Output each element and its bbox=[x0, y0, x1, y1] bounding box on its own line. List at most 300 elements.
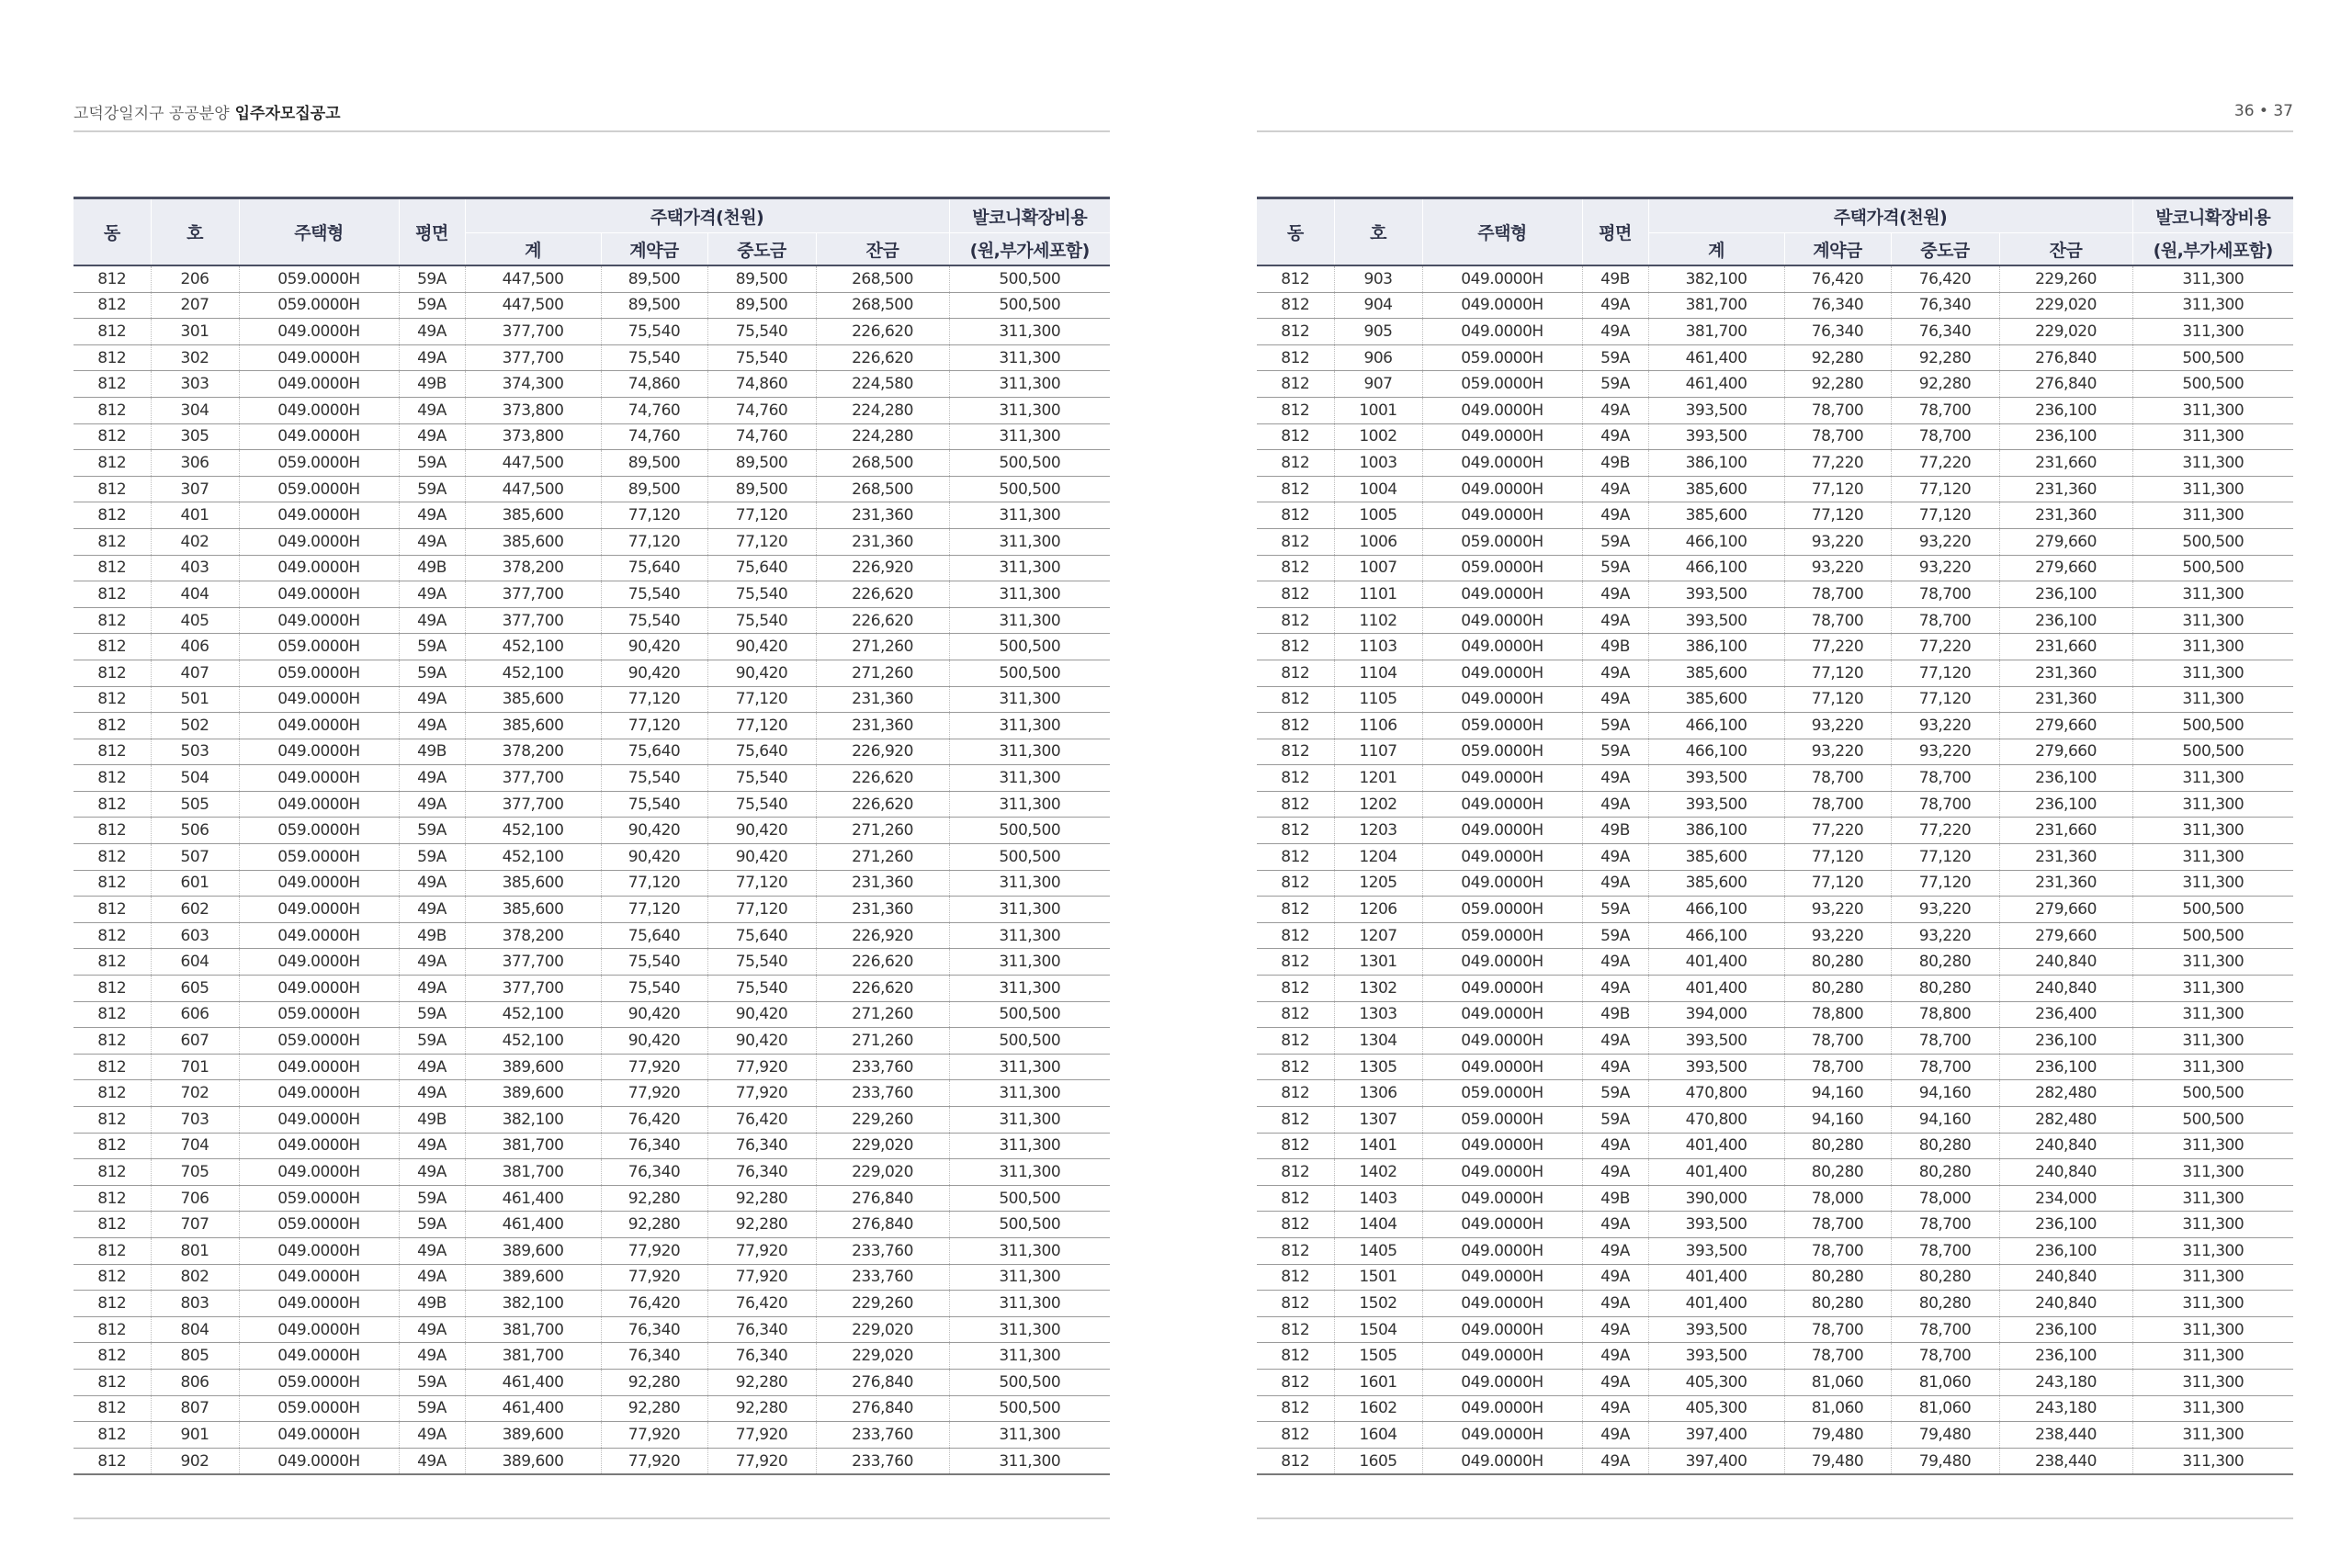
cell-total: 447,500 bbox=[465, 292, 601, 319]
cell-dong: 812 bbox=[74, 319, 151, 345]
cell-ho: 702 bbox=[151, 1080, 239, 1107]
cell-balance: 240,840 bbox=[1999, 949, 2132, 976]
cell-balcony: 311,300 bbox=[949, 528, 1110, 555]
cell-dong: 812 bbox=[74, 818, 151, 844]
cell-balcony: 311,300 bbox=[949, 713, 1110, 739]
cell-contract: 92,280 bbox=[1784, 344, 1891, 371]
cell-total: 389,600 bbox=[465, 1448, 601, 1474]
cell-total: 401,400 bbox=[1648, 1133, 1784, 1159]
cell-balcony: 311,300 bbox=[949, 1107, 1110, 1134]
cell-dong: 812 bbox=[74, 1343, 151, 1370]
cell-plan: 59A bbox=[399, 1028, 465, 1055]
cell-middle: 76,340 bbox=[1891, 292, 1999, 319]
cell-ho: 1604 bbox=[1334, 1422, 1422, 1449]
cell-plan: 49A bbox=[399, 1448, 465, 1474]
cell-balance: 240,840 bbox=[1999, 1159, 2132, 1186]
table-row bbox=[74, 344, 1110, 371]
cell-type: 049.0000H bbox=[1422, 1133, 1582, 1159]
cell-middle: 77,120 bbox=[1891, 686, 1999, 713]
cell-contract: 78,700 bbox=[1784, 1316, 1891, 1343]
cell-type: 049.0000H bbox=[239, 1422, 399, 1449]
cell-type: 059.0000H bbox=[239, 476, 399, 502]
cell-plan: 49A bbox=[399, 1054, 465, 1080]
cell-balance: 231,360 bbox=[1999, 686, 2132, 713]
table-row bbox=[74, 1343, 1110, 1370]
cell-contract: 80,280 bbox=[1784, 949, 1891, 976]
cell-ho: 807 bbox=[151, 1395, 239, 1422]
cell-type: 059.0000H bbox=[239, 1212, 399, 1238]
cell-dong: 812 bbox=[74, 371, 151, 398]
cell-dong: 812 bbox=[1257, 1422, 1334, 1449]
table-row bbox=[74, 1237, 1110, 1264]
cell-balance: 236,100 bbox=[1999, 581, 2132, 608]
cell-balcony: 500,500 bbox=[2132, 1107, 2293, 1134]
cell-ho: 1601 bbox=[1334, 1369, 1422, 1395]
cell-plan: 49A bbox=[399, 1343, 465, 1370]
cell-plan: 49A bbox=[1582, 476, 1648, 502]
cell-balcony: 311,300 bbox=[2132, 1422, 2293, 1449]
cell-ho: 904 bbox=[1334, 292, 1422, 319]
cell-balance: 236,100 bbox=[1999, 1028, 2132, 1055]
cell-middle: 77,220 bbox=[1891, 450, 1999, 477]
cell-contract: 74,860 bbox=[601, 371, 707, 398]
cell-middle: 77,920 bbox=[707, 1080, 816, 1107]
cell-balance: 233,760 bbox=[816, 1054, 949, 1080]
cell-ho: 1305 bbox=[1334, 1054, 1422, 1080]
cell-plan: 49A bbox=[399, 1237, 465, 1264]
cell-balance: 226,620 bbox=[816, 791, 949, 818]
header-dong: 동 bbox=[1257, 198, 1334, 266]
cell-plan: 49B bbox=[399, 922, 465, 949]
cell-dong: 812 bbox=[74, 1422, 151, 1449]
cell-dong: 812 bbox=[1257, 660, 1334, 686]
cell-contract: 77,220 bbox=[1784, 634, 1891, 660]
table-row bbox=[1257, 1080, 2293, 1107]
table-row bbox=[1257, 371, 2293, 398]
cell-balance: 279,660 bbox=[1999, 897, 2132, 923]
cell-dong: 812 bbox=[1257, 581, 1334, 608]
cell-total: 381,700 bbox=[465, 1343, 601, 1370]
cell-ho: 207 bbox=[151, 292, 239, 319]
cell-dong: 812 bbox=[1257, 319, 1334, 345]
table-row bbox=[74, 1316, 1110, 1343]
cell-dong: 812 bbox=[1257, 1316, 1334, 1343]
cell-type: 049.0000H bbox=[239, 581, 399, 608]
cell-plan: 49B bbox=[399, 1107, 465, 1134]
table-row bbox=[1257, 528, 2293, 555]
table-row bbox=[1257, 1316, 2293, 1343]
cell-total: 397,400 bbox=[1648, 1448, 1784, 1474]
cell-plan: 59A bbox=[1582, 897, 1648, 923]
cell-type: 049.0000H bbox=[239, 897, 399, 923]
table-row bbox=[1257, 1448, 2293, 1474]
cell-plan: 49A bbox=[1582, 1448, 1648, 1474]
cell-balance: 236,100 bbox=[1999, 1316, 2132, 1343]
table-row bbox=[1257, 1395, 2293, 1422]
cell-total: 377,700 bbox=[465, 976, 601, 1002]
header-total: 계 bbox=[465, 233, 601, 266]
cell-contract: 93,220 bbox=[1784, 897, 1891, 923]
cell-dong: 812 bbox=[1257, 423, 1334, 450]
header-balcony-line1: 발코니확장비용 bbox=[949, 198, 1110, 233]
table-row bbox=[1257, 344, 2293, 371]
cell-plan: 49A bbox=[1582, 1316, 1648, 1343]
header-balcony-line1: 발코니확장비용 bbox=[2132, 198, 2293, 233]
cell-plan: 49A bbox=[399, 1422, 465, 1449]
table-row bbox=[74, 949, 1110, 976]
cell-type: 049.0000H bbox=[239, 371, 399, 398]
cell-plan: 49A bbox=[1582, 1159, 1648, 1186]
cell-middle: 80,280 bbox=[1891, 1159, 1999, 1186]
cell-contract: 77,120 bbox=[1784, 502, 1891, 529]
cell-balance: 236,100 bbox=[1999, 607, 2132, 634]
cell-balcony: 500,500 bbox=[949, 634, 1110, 660]
cell-dong: 812 bbox=[1257, 1159, 1334, 1186]
cell-type: 049.0000H bbox=[1422, 1264, 1582, 1291]
cell-middle: 78,000 bbox=[1891, 1185, 1999, 1212]
table-row bbox=[1257, 660, 2293, 686]
cell-middle: 75,540 bbox=[707, 949, 816, 976]
cell-plan: 49A bbox=[1582, 607, 1648, 634]
cell-middle: 77,120 bbox=[707, 870, 816, 897]
cell-total: 389,600 bbox=[465, 1054, 601, 1080]
cell-balcony: 311,300 bbox=[2132, 844, 2293, 871]
cell-contract: 77,120 bbox=[601, 686, 707, 713]
cell-total: 385,600 bbox=[1648, 844, 1784, 871]
cell-dong: 812 bbox=[1257, 502, 1334, 529]
cell-middle: 80,280 bbox=[1891, 976, 1999, 1002]
header-balcony-line2: (원,부가세포함) bbox=[2132, 233, 2293, 266]
cell-balance: 236,100 bbox=[1999, 791, 2132, 818]
cell-type: 049.0000H bbox=[239, 949, 399, 976]
cell-balcony: 311,300 bbox=[2132, 634, 2293, 660]
cell-balcony: 311,300 bbox=[2132, 1133, 2293, 1159]
cell-plan: 49A bbox=[1582, 1133, 1648, 1159]
cell-balcony: 500,500 bbox=[2132, 371, 2293, 398]
table-row bbox=[1257, 555, 2293, 581]
page-numbers: 36 • 37 bbox=[2233, 102, 2293, 120]
cell-contract: 90,420 bbox=[601, 1001, 707, 1028]
table-row bbox=[1257, 423, 2293, 450]
cell-balcony: 311,300 bbox=[949, 1264, 1110, 1291]
cell-total: 466,100 bbox=[1648, 922, 1784, 949]
cell-middle: 77,920 bbox=[707, 1422, 816, 1449]
cell-middle: 79,480 bbox=[1891, 1448, 1999, 1474]
cell-middle: 94,160 bbox=[1891, 1107, 1999, 1134]
cell-contract: 78,700 bbox=[1784, 607, 1891, 634]
table-row bbox=[74, 1001, 1110, 1028]
cell-ho: 1104 bbox=[1334, 660, 1422, 686]
cell-dong: 812 bbox=[1257, 1343, 1334, 1370]
cell-total: 466,100 bbox=[1648, 739, 1784, 765]
cell-balance: 231,360 bbox=[1999, 502, 2132, 529]
cell-balance: 236,400 bbox=[1999, 1001, 2132, 1028]
cell-type: 059.0000H bbox=[239, 1001, 399, 1028]
cell-type: 049.0000H bbox=[239, 397, 399, 423]
cell-middle: 89,500 bbox=[707, 292, 816, 319]
cell-ho: 1202 bbox=[1334, 791, 1422, 818]
cell-balcony: 311,300 bbox=[949, 897, 1110, 923]
table-row bbox=[1257, 634, 2293, 660]
cell-balance: 226,620 bbox=[816, 581, 949, 608]
table-row bbox=[1257, 476, 2293, 502]
cell-balance: 271,260 bbox=[816, 1001, 949, 1028]
cell-total: 405,300 bbox=[1648, 1369, 1784, 1395]
cell-type: 049.0000H bbox=[1422, 1316, 1582, 1343]
cell-ho: 1205 bbox=[1334, 870, 1422, 897]
cell-middle: 78,700 bbox=[1891, 607, 1999, 634]
cell-ho: 1105 bbox=[1334, 686, 1422, 713]
cell-balance: 236,100 bbox=[1999, 423, 2132, 450]
cell-total: 385,600 bbox=[465, 870, 601, 897]
cell-total: 466,100 bbox=[1648, 528, 1784, 555]
cell-contract: 77,920 bbox=[601, 1080, 707, 1107]
cell-plan: 49A bbox=[1582, 423, 1648, 450]
cell-balance: 231,360 bbox=[816, 870, 949, 897]
cell-balance: 271,260 bbox=[816, 634, 949, 660]
cell-type: 049.0000H bbox=[239, 528, 399, 555]
cell-type: 059.0000H bbox=[239, 844, 399, 871]
table-row bbox=[74, 1369, 1110, 1395]
cell-ho: 803 bbox=[151, 1291, 239, 1317]
cell-plan: 59A bbox=[1582, 922, 1648, 949]
cell-ho: 1201 bbox=[1334, 765, 1422, 792]
cell-contract: 77,120 bbox=[601, 870, 707, 897]
cell-plan: 49A bbox=[1582, 292, 1648, 319]
cell-middle: 93,220 bbox=[1891, 713, 1999, 739]
cell-total: 447,500 bbox=[465, 450, 601, 477]
cell-total: 389,600 bbox=[465, 1422, 601, 1449]
cell-balance: 276,840 bbox=[1999, 371, 2132, 398]
cell-total: 452,100 bbox=[465, 844, 601, 871]
cell-balcony: 500,500 bbox=[2132, 528, 2293, 555]
cell-balance: 236,100 bbox=[1999, 765, 2132, 792]
cell-plan: 49A bbox=[1582, 976, 1648, 1002]
cell-plan: 59A bbox=[1582, 528, 1648, 555]
cell-ho: 1206 bbox=[1334, 897, 1422, 923]
cell-total: 470,800 bbox=[1648, 1107, 1784, 1134]
cell-total: 393,500 bbox=[1648, 423, 1784, 450]
table-row bbox=[1257, 397, 2293, 423]
header-price-group: 주택가격(천원) bbox=[465, 198, 949, 233]
cell-total: 393,500 bbox=[1648, 1028, 1784, 1055]
cell-middle: 77,120 bbox=[1891, 476, 1999, 502]
table-row bbox=[1257, 1054, 2293, 1080]
cell-dong: 812 bbox=[1257, 292, 1334, 319]
cell-middle: 81,060 bbox=[1891, 1369, 1999, 1395]
cell-middle: 93,220 bbox=[1891, 555, 1999, 581]
cell-type: 049.0000H bbox=[1422, 319, 1582, 345]
cell-ho: 1204 bbox=[1334, 844, 1422, 871]
cell-middle: 93,220 bbox=[1891, 739, 1999, 765]
cell-total: 393,500 bbox=[1648, 1212, 1784, 1238]
cell-total: 378,200 bbox=[465, 555, 601, 581]
cell-contract: 79,480 bbox=[1784, 1422, 1891, 1449]
cell-ho: 601 bbox=[151, 870, 239, 897]
cell-type: 059.0000H bbox=[1422, 713, 1582, 739]
table-row bbox=[1257, 765, 2293, 792]
cell-ho: 603 bbox=[151, 922, 239, 949]
cell-balcony: 311,300 bbox=[2132, 765, 2293, 792]
cell-plan: 49A bbox=[399, 1264, 465, 1291]
cell-balcony: 311,300 bbox=[949, 1159, 1110, 1186]
cell-contract: 75,540 bbox=[601, 791, 707, 818]
table-row bbox=[74, 502, 1110, 529]
cell-balcony: 311,300 bbox=[949, 371, 1110, 398]
cell-plan: 59A bbox=[399, 660, 465, 686]
cell-middle: 77,120 bbox=[1891, 502, 1999, 529]
cell-balcony: 311,300 bbox=[2132, 450, 2293, 477]
cell-contract: 94,160 bbox=[1784, 1080, 1891, 1107]
cell-dong: 812 bbox=[74, 739, 151, 765]
cell-plan: 49A bbox=[1582, 581, 1648, 608]
table-row bbox=[1257, 1159, 2293, 1186]
cell-plan: 59A bbox=[399, 1369, 465, 1395]
cell-total: 452,100 bbox=[465, 1028, 601, 1055]
cell-contract: 92,280 bbox=[601, 1395, 707, 1422]
cell-contract: 74,760 bbox=[601, 423, 707, 450]
header-middle: 중도금 bbox=[1891, 233, 1999, 266]
cell-middle: 78,800 bbox=[1891, 1001, 1999, 1028]
cell-balcony: 311,300 bbox=[949, 1133, 1110, 1159]
cell-plan: 49A bbox=[1582, 844, 1648, 871]
cell-contract: 78,700 bbox=[1784, 423, 1891, 450]
cell-balance: 229,020 bbox=[816, 1316, 949, 1343]
table-row bbox=[1257, 818, 2293, 844]
cell-balance: 268,500 bbox=[816, 292, 949, 319]
cell-dong: 812 bbox=[1257, 686, 1334, 713]
cell-total: 461,400 bbox=[465, 1395, 601, 1422]
cell-plan: 59A bbox=[399, 265, 465, 292]
cell-ho: 1203 bbox=[1334, 818, 1422, 844]
cell-balance: 271,260 bbox=[816, 844, 949, 871]
cell-plan: 49A bbox=[1582, 1264, 1648, 1291]
cell-balcony: 311,300 bbox=[949, 502, 1110, 529]
cell-type: 049.0000H bbox=[1422, 502, 1582, 529]
cell-type: 049.0000H bbox=[239, 976, 399, 1002]
cell-total: 381,700 bbox=[1648, 292, 1784, 319]
table-row bbox=[1257, 844, 2293, 871]
cell-type: 049.0000H bbox=[1422, 292, 1582, 319]
cell-total: 401,400 bbox=[1648, 1291, 1784, 1317]
cell-balance: 231,660 bbox=[1999, 818, 2132, 844]
cell-middle: 75,540 bbox=[707, 791, 816, 818]
table-body-left bbox=[74, 265, 1110, 1474]
cell-middle: 77,220 bbox=[1891, 818, 1999, 844]
cell-total: 377,700 bbox=[465, 319, 601, 345]
cell-total: 385,600 bbox=[465, 897, 601, 923]
table-row bbox=[1257, 1264, 2293, 1291]
cell-dong: 812 bbox=[74, 450, 151, 477]
cell-middle: 76,420 bbox=[707, 1107, 816, 1134]
table-row bbox=[74, 791, 1110, 818]
cell-dong: 812 bbox=[1257, 1395, 1334, 1422]
cell-ho: 1505 bbox=[1334, 1343, 1422, 1370]
cell-balcony: 500,500 bbox=[949, 818, 1110, 844]
cell-contract: 77,120 bbox=[601, 528, 707, 555]
cell-type: 049.0000H bbox=[239, 922, 399, 949]
cell-type: 059.0000H bbox=[239, 265, 399, 292]
header-balcony-line2: (원,부가세포함) bbox=[949, 233, 1110, 266]
cell-balcony: 500,500 bbox=[949, 1212, 1110, 1238]
cell-total: 378,200 bbox=[465, 922, 601, 949]
cell-plan: 49A bbox=[399, 502, 465, 529]
cell-contract: 90,420 bbox=[601, 634, 707, 660]
cell-total: 378,200 bbox=[465, 739, 601, 765]
cell-balcony: 311,300 bbox=[2132, 319, 2293, 345]
cell-plan: 49B bbox=[1582, 1001, 1648, 1028]
table-row bbox=[1257, 870, 2293, 897]
cell-ho: 1403 bbox=[1334, 1185, 1422, 1212]
cell-ho: 806 bbox=[151, 1369, 239, 1395]
cell-contract: 93,220 bbox=[1784, 739, 1891, 765]
cell-dong: 812 bbox=[1257, 265, 1334, 292]
cell-plan: 49B bbox=[399, 1291, 465, 1317]
table-row bbox=[74, 581, 1110, 608]
page-header-right bbox=[1257, 92, 2293, 132]
cell-ho: 401 bbox=[151, 502, 239, 529]
cell-balance: 231,360 bbox=[816, 528, 949, 555]
cell-contract: 77,220 bbox=[1784, 450, 1891, 477]
cell-balance: 243,180 bbox=[1999, 1395, 2132, 1422]
cell-balance: 271,260 bbox=[816, 1028, 949, 1055]
table-row bbox=[74, 265, 1110, 292]
cell-ho: 301 bbox=[151, 319, 239, 345]
cell-balcony: 311,300 bbox=[949, 949, 1110, 976]
cell-balance: 238,440 bbox=[1999, 1422, 2132, 1449]
cell-ho: 1504 bbox=[1334, 1316, 1422, 1343]
cell-plan: 59A bbox=[399, 450, 465, 477]
cell-type: 049.0000H bbox=[239, 686, 399, 713]
cell-plan: 49B bbox=[399, 739, 465, 765]
cell-middle: 93,220 bbox=[1891, 922, 1999, 949]
cell-plan: 49A bbox=[1582, 502, 1648, 529]
cell-plan: 49A bbox=[399, 1080, 465, 1107]
cell-contract: 75,640 bbox=[601, 922, 707, 949]
cell-total: 386,100 bbox=[1648, 818, 1784, 844]
cell-balance: 231,360 bbox=[816, 897, 949, 923]
cell-dong: 812 bbox=[74, 607, 151, 634]
cell-plan: 49B bbox=[399, 555, 465, 581]
cell-balcony: 311,300 bbox=[2132, 1343, 2293, 1370]
table-row bbox=[74, 397, 1110, 423]
cell-type: 059.0000H bbox=[239, 1369, 399, 1395]
cell-total: 452,100 bbox=[465, 818, 601, 844]
cell-contract: 94,160 bbox=[1784, 1107, 1891, 1134]
cell-contract: 77,920 bbox=[601, 1422, 707, 1449]
cell-middle: 94,160 bbox=[1891, 1080, 1999, 1107]
cell-ho: 403 bbox=[151, 555, 239, 581]
cell-middle: 89,500 bbox=[707, 476, 816, 502]
cell-middle: 76,340 bbox=[707, 1343, 816, 1370]
cell-balcony: 311,300 bbox=[949, 1343, 1110, 1370]
cell-balcony: 311,300 bbox=[949, 1054, 1110, 1080]
cell-type: 059.0000H bbox=[1422, 897, 1582, 923]
cell-dong: 812 bbox=[74, 791, 151, 818]
cell-balcony: 311,300 bbox=[2132, 607, 2293, 634]
cell-middle: 76,420 bbox=[707, 1291, 816, 1317]
table-row bbox=[74, 1212, 1110, 1238]
table-row bbox=[74, 897, 1110, 923]
cell-balance: 236,100 bbox=[1999, 1343, 2132, 1370]
cell-total: 466,100 bbox=[1648, 897, 1784, 923]
cell-contract: 78,700 bbox=[1784, 1237, 1891, 1264]
cell-contract: 93,220 bbox=[1784, 713, 1891, 739]
cell-contract: 93,220 bbox=[1784, 555, 1891, 581]
table-row bbox=[74, 1395, 1110, 1422]
cell-type: 049.0000H bbox=[1422, 265, 1582, 292]
cell-ho: 607 bbox=[151, 1028, 239, 1055]
